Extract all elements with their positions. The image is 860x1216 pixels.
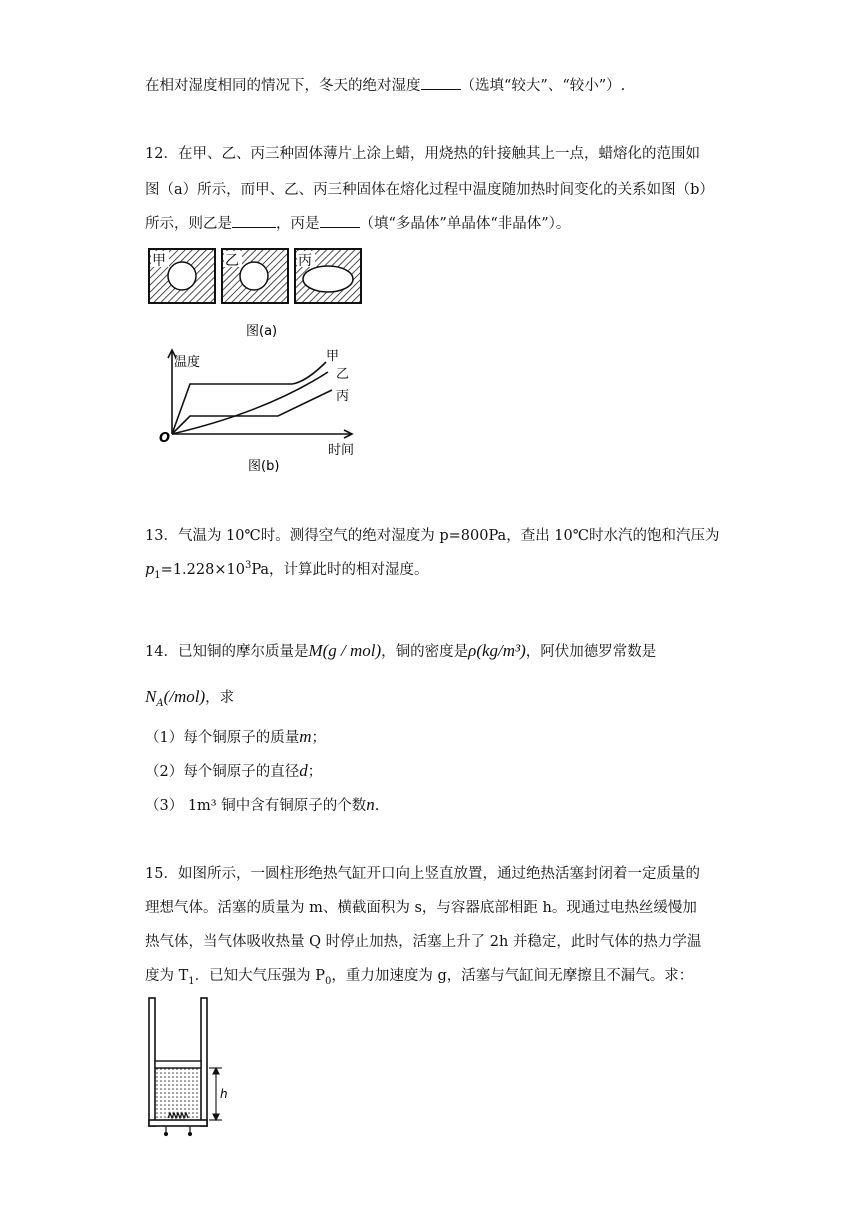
q15-t-sub: 1 — [188, 975, 195, 987]
q13-line1: 13．气温为 10℃时。测得空气的绝对湿度为 p=800Pa，查出 10℃时水汽的饱和汽压为 — [145, 528, 720, 544]
figure-b — [156, 346, 366, 476]
fig-b-ylabel: 温度 — [174, 355, 201, 370]
q12-text-b: ，丙是 — [276, 216, 320, 232]
q14-density: ρ(kg/m³) — [468, 641, 526, 660]
q11-text-b: （选填“较大”、“较小”）. — [460, 78, 626, 94]
q15-text-a: 度为 T — [145, 968, 189, 984]
fig-b-series-bing: 丙 — [336, 389, 350, 404]
fig-a-panel-bing — [295, 249, 361, 303]
q14-item-3-var: n — [366, 795, 375, 814]
q13-p: p — [145, 562, 155, 578]
q14-item-2-var: d — [299, 761, 308, 780]
q14-text-b: ，铜的密度是 — [381, 644, 469, 660]
q13-text-b: Pa，计算此时的相对湿度。 — [251, 562, 429, 578]
q14-item-1-text: （1）每个铜原子的质量 — [145, 730, 300, 746]
fig-b-xlabel: 时间 — [328, 443, 355, 458]
fig-b-series-yi: 乙 — [336, 367, 350, 382]
q13-sup: 3 — [244, 560, 252, 572]
q14-text-d: ，求 — [205, 690, 235, 706]
q15-text-c: ，重力加速度为 g，活塞与气缸间无摩擦且不漏气。求： — [331, 968, 694, 984]
q14-na: N — [145, 687, 157, 706]
q12-text-a: 所示，则乙是 — [145, 216, 232, 232]
fig-b-caption: 图(b) — [248, 459, 280, 474]
q14-na-unit: (/mol) — [163, 687, 206, 706]
fig-b-curve-jia — [172, 362, 326, 434]
q14-item-1 — [145, 726, 326, 747]
fig-a-panel-jia — [149, 249, 215, 303]
q15-line4 — [145, 964, 693, 987]
fig-a-caption: 图(a) — [246, 324, 278, 339]
q14-text-c: ，阿伏加德罗常数是 — [525, 644, 657, 660]
q14-item-3 — [145, 794, 379, 815]
q12-blank-yi — [232, 213, 276, 228]
q12-blank-bing — [320, 213, 360, 228]
fig-b-origin: O — [159, 431, 171, 446]
q14-text-a: 14．已知铜的摩尔质量是 — [145, 644, 309, 660]
figure-a — [146, 246, 366, 342]
fig-a-label-jia: 甲 — [152, 253, 166, 269]
q11-text-a: 在相对湿度相同的情况下，冬天的绝对湿度 — [145, 78, 421, 94]
fig-a-label-yi: 乙 — [225, 253, 239, 269]
q14-item-2-text: （2）每个铜原子的直径 — [145, 764, 300, 780]
q12-line2: 图（a）所示，而甲、乙、丙三种固体在熔化过程中温度随加热时间变化的关系如图（b） — [145, 182, 714, 198]
q15-line1: 15．如图所示，一圆柱形绝热气缸开口向上竖直放置，通过绝热活塞封闭着一定质量的 — [145, 866, 700, 882]
fig-a-panel-yi — [222, 249, 288, 303]
q14-item-2 — [145, 760, 322, 781]
q15-line3: 热气体，当气体吸收热量 Q 时停止加热，活塞上升了 2h 并稳定，此时气体的热力学温 — [145, 934, 702, 950]
q15-line2: 理想气体。活塞的质量为 m、横截面积为 s，与容器底部相距 h。现通过电热丝缓慢加 — [145, 900, 697, 916]
q14-item-3-text: （3） 1m³ 铜中含有铜原子的个数 — [145, 798, 367, 814]
fig-a-label-bing: 丙 — [298, 253, 312, 269]
q14-item-3-end: . — [374, 798, 380, 814]
q11-line — [145, 74, 625, 95]
q15-text-b: ．已知大气压强为 P — [194, 968, 326, 984]
q14-na-sub: A — [156, 697, 164, 709]
q14-item-1-end: ； — [311, 730, 327, 746]
q12-text-c: （填“多晶体”单晶体“非晶体”）。 — [359, 216, 571, 232]
q13-text-a: =1.228×10 — [160, 562, 245, 578]
height-label: h — [220, 1087, 228, 1101]
fig-b-series-jia: 甲 — [326, 349, 340, 364]
q14-line2 — [145, 686, 234, 709]
q12-line1: 12．在甲、乙、丙三种固体薄片上涂上蜡，用烧热的针接触其上一点，蜡熔化的范围如 — [145, 146, 700, 162]
q12-line3 — [145, 212, 570, 233]
cylinder-figure — [140, 996, 240, 1138]
q13-line2 — [145, 558, 429, 581]
q14-item-1-var: m — [299, 727, 312, 746]
q13-p-sub: 1 — [154, 569, 161, 581]
q11-blank — [421, 75, 461, 90]
q14-molar-mass: M(g / mol) — [308, 641, 382, 660]
q14-line1 — [145, 640, 656, 661]
q15-p-sub: 0 — [325, 975, 332, 987]
q14-item-2-end: ； — [307, 764, 323, 780]
piston — [155, 1061, 201, 1068]
